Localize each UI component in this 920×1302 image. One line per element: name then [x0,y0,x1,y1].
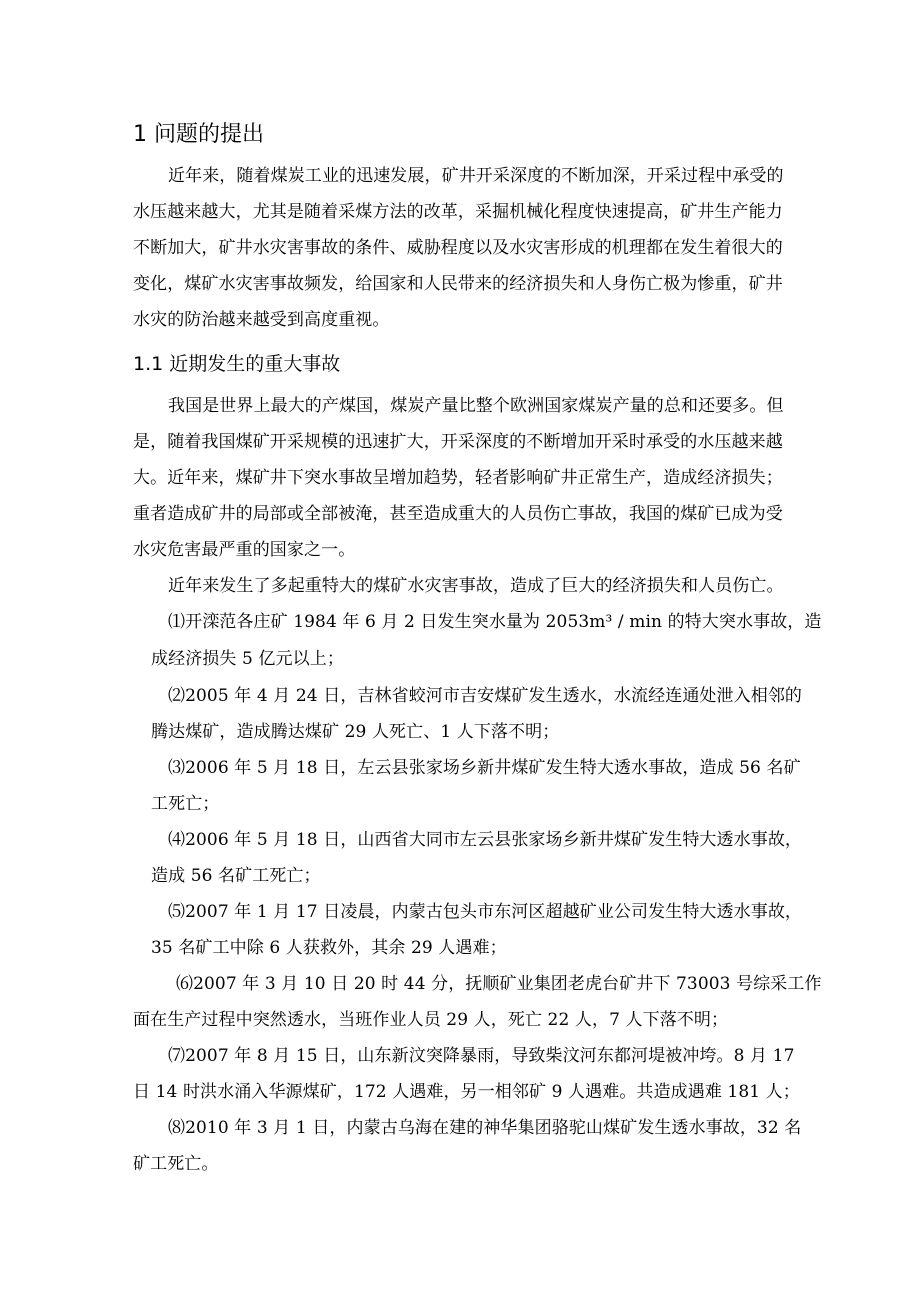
list-item-line: 日 14 时洪水涌入华源煤矿，172 人遇难，另一相邻矿 9 人遇难。共造成遇难 181 人； [133,1082,800,1102]
paragraph-line: 是，随着我国煤矿开采规模的迅速扩大，开采深度的不断增加开采时承受的水压越来越 [133,432,783,452]
paragraph-line: 变化，煤矿水灾害事故频发，给国家和人民带来的经济损失和人身伤亡极为惨重，矿井 [133,274,783,294]
list-item-line: ⑹2007 年 3 月 10 日 20 时 44 分，抚顺矿业集团老虎台矿井下 73003 号综采工作 [176,974,822,994]
list-item-line: 工死亡； [151,794,220,814]
paragraph-line: 近年来，随着煤炭工业的迅速发展，矿井开采深度的不断加深，开采过程中承受的 [168,166,784,186]
paragraph-line: 水灾危害最严重的国家之一。 [133,540,356,560]
paragraph-line: 大。近年来，煤矿井下突水事故呈增加趋势，轻者影响矿井正常生产，造成经济损失； [133,468,783,488]
list-item-line: ⑻2010 年 3 月 1 日，内蒙古乌海在建的神华集团骆驼山煤矿发生透水事故，32 名 [168,1118,802,1138]
list-item-line: 矿工死亡。 [133,1154,219,1174]
list-item-line: 成经济损失 5 亿元以上； [151,649,344,669]
paragraph-line: 重者造成矿井的局部或全部被淹，甚至造成重大的人员伤亡事故，我国的煤矿已成为受 [133,504,783,524]
paragraph-line: 近年来发生了多起重特大的煤矿水灾害事故，造成了巨大的经济损失和人员伤亡。 [168,576,784,596]
list-item-line: ⑸2007 年 1 月 17 日凌晨，内蒙古包头市东河区超越矿业公司发生特大透水事故， [168,902,803,922]
paragraph-line: 水灾的防治越来越受到高度重视。 [133,310,390,330]
paragraph-line: 水压越来越大，尤其是随着采煤方法的改革，采掘机械化程度快速提高，矿井生产能力 [133,202,783,222]
list-item-line: ⑶2006 年 5 月 18 日，左云县张家场乡新井煤矿发生特大透水事故，造成 56 名矿 [168,758,801,778]
list-item-line: ⑷2006 年 5 月 18 日，山西省大同市左云县张家场乡新井煤矿发生特大透水事故， [168,830,803,850]
list-item-line: 35 名矿工中除 6 人获救外，其余 29 人遇难； [151,938,507,958]
list-item-line: ⑺2007 年 8 月 15 日，山东新汶突降暴雨，导致柴汶河东都河堤被冲垮。8 月 17 [168,1046,795,1066]
paragraph-line: 不断加大，矿井水灾害事故的条件、威胁程度以及水灾害形成的机理都在发生着很大的 [133,238,783,258]
paragraph-line: 我国是世界上最大的产煤国，煤炭产量比整个欧洲国家煤炭产量的总和还要多。但 [168,396,784,416]
subsection-heading: 1.1 近期发生的重大事故 [133,353,341,375]
list-item-line: 腾达煤矿，造成腾达煤矿 29 人死亡、1 人下落不明； [151,722,560,742]
section-heading: 1 问题的提出 [133,122,264,147]
list-item-line: 面在生产过程中突然透水，当班作业人员 29 人，死亡 22 人，7 人下落不明； [133,1010,729,1030]
list-item-line: ⑴开滦范各庄矿 1984 年 6 月 2 日发生突水量为 2053m³ / min 的特大突水事故，造 [168,612,822,632]
list-item-line: 造成 56 名矿工死亡； [151,866,321,886]
list-item-line: ⑵2005 年 4 月 24 日，吉林省蛟河市吉安煤矿发生透水，水流经连通处泄入相邻的 [168,686,803,706]
